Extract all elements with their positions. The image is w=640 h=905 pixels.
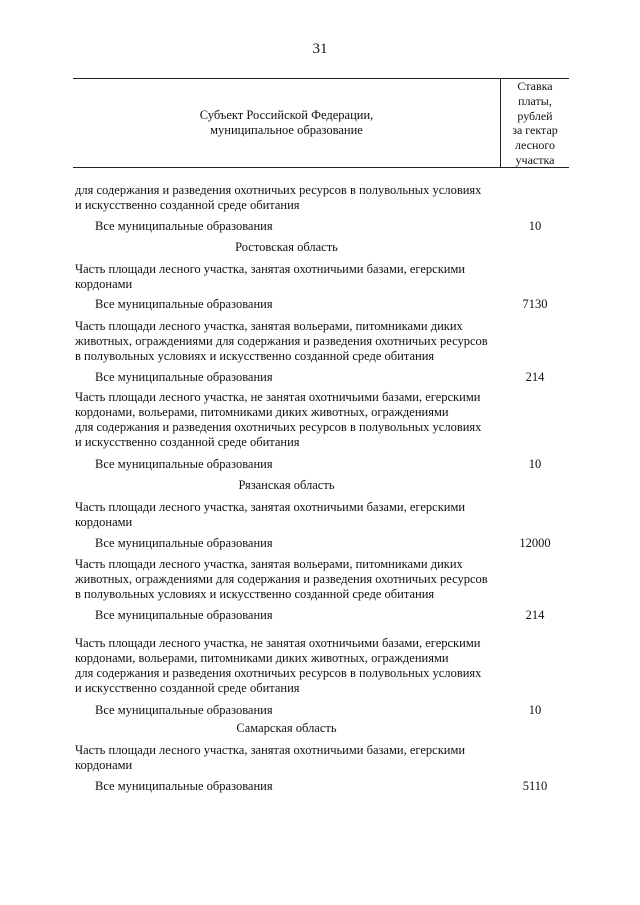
table-header (73, 78, 569, 168)
region-heading-ryazan: Рязанская область (238, 478, 335, 492)
rate-value: 10 (528, 703, 542, 717)
area-description: Часть площади лесного участка, занятая охотничьими базами, егерскими кордонами (75, 262, 466, 291)
rate-value: 214 (525, 370, 545, 384)
municipality-label: Все муниципальные образования (95, 457, 273, 471)
header-rate-column: Ставка платы, рублей за гектар лесного участка (512, 79, 558, 167)
municipality-label: Все муниципальные образования (95, 703, 273, 717)
rate-value: 7130 (522, 297, 548, 311)
region-heading-rostov: Ростовская область (235, 240, 338, 254)
municipality-label: Все муниципальные образования (95, 219, 273, 233)
rate-value: 214 (525, 608, 545, 622)
area-description: Часть площади лесного участка, не занятая охотничьими базами, егерскими кордонами, вольерами, питомниками диких животных, ограждениями для содержания и разведения охотничьих ресурсов в полувольных условиях и искусственно созданной среде обитания (75, 636, 482, 695)
rate-value: 10 (528, 219, 542, 233)
municipality-label: Все муниципальные образования (95, 779, 273, 793)
municipality-label: Все муниципальные образования (95, 370, 273, 384)
rate-value: 5110 (522, 779, 548, 793)
area-description: Часть площади лесного участка, занятая охотничьими базами, егерскими кордонами (75, 500, 466, 529)
area-description: Часть площади лесного участка, не занятая охотничьими базами, егерскими кордонами, вольерами, питомниками диких животных, ограждениями для содержания и разведения охотничьих ресурсов в полувольных условиях и искусственно созданной среде обитания (75, 390, 482, 449)
municipality-label: Все муниципальные образования (95, 608, 273, 622)
page-number: 31 (312, 41, 328, 57)
municipality-label: Все муниципальные образования (95, 536, 273, 550)
rate-value: 10 (528, 457, 542, 471)
region-heading-samara: Самарская область (236, 721, 337, 735)
area-description: Часть площади лесного участка, занятая вольерами, питомниками диких животных, ограждениями для содержания и разведения охотничьих ресурсов в полувольных условиях и искусственно созданной среде обитания (75, 319, 488, 363)
header-subject-column: Субъект Российской Федерации, муниципальное образование (199, 108, 374, 137)
area-description: Часть площади лесного участка, занятая вольерами, питомниками диких животных, ограждениями для содержания и разведения охотничьих ресурсов в полувольных условиях и искусственно созданной среде обитания (75, 557, 488, 601)
area-description: Часть площади лесного участка, занятая охотничьими базами, егерскими кордонами (75, 743, 466, 772)
rate-value: 12000 (519, 536, 551, 550)
continuation-description: для содержания и разведения охотничьих ресурсов в полувольных условиях и искусственно созданной среде обитания (75, 183, 482, 212)
municipality-label: Все муниципальные образования (95, 297, 273, 311)
